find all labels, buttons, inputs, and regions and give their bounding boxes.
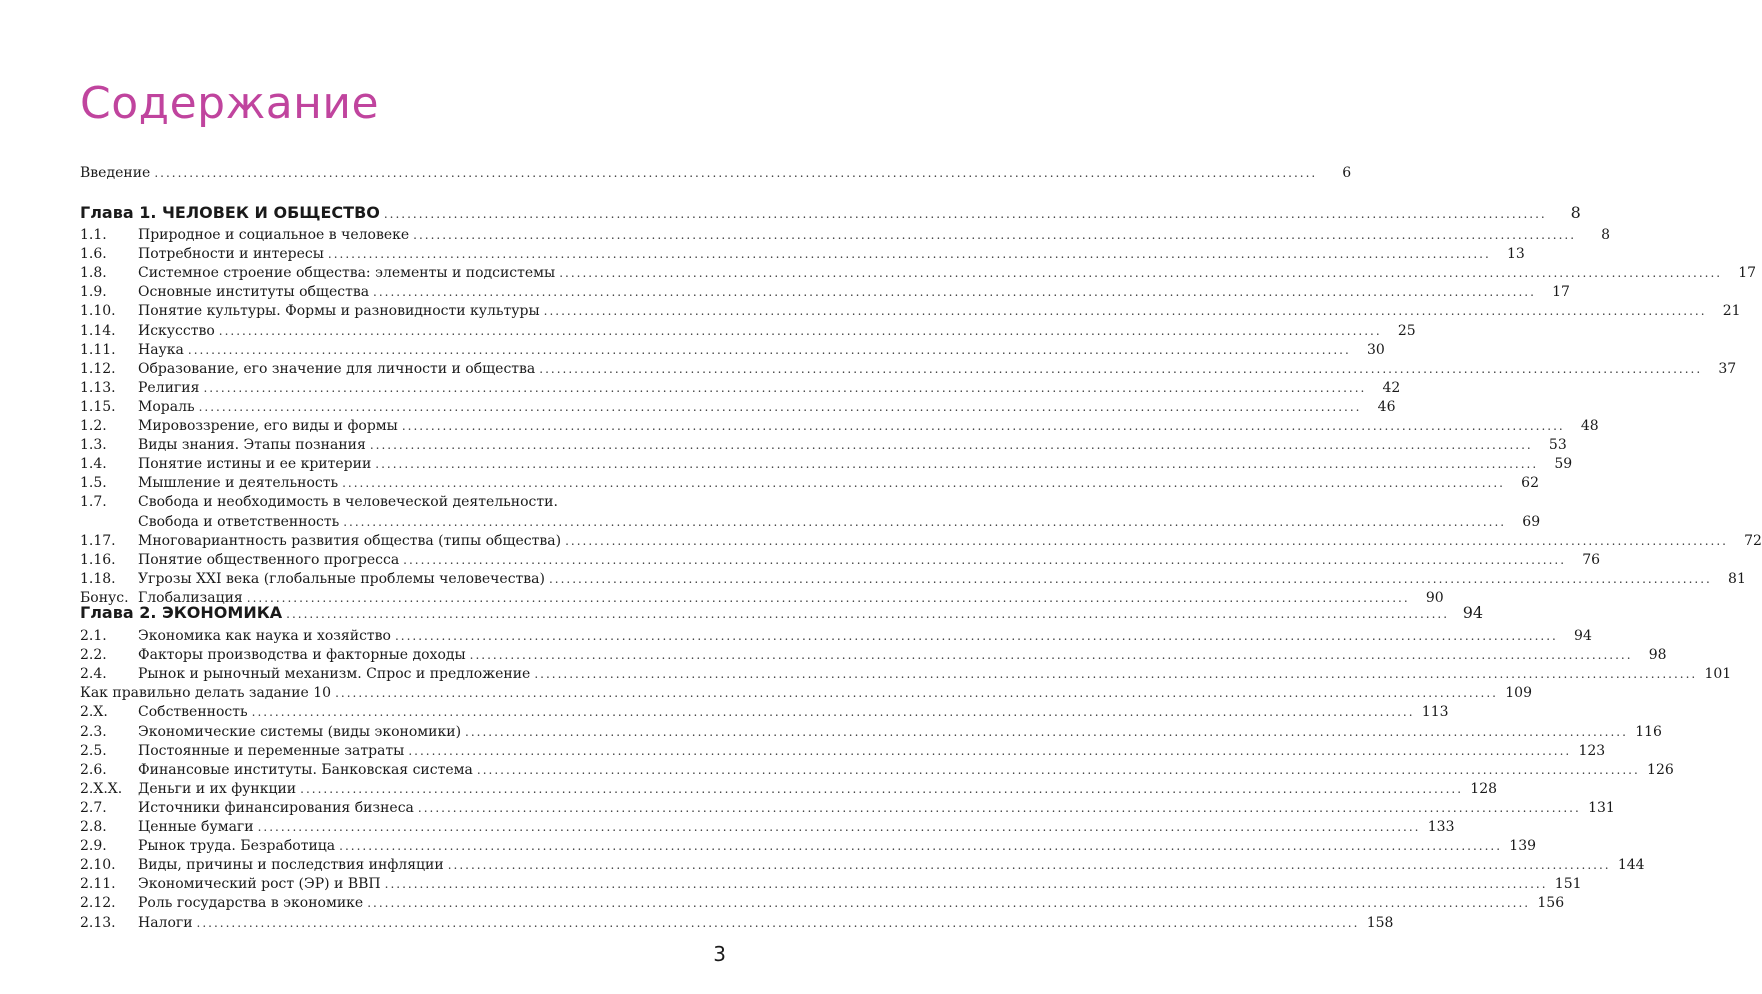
toc-page-number: 126 xyxy=(1647,761,1674,778)
dot-leader: ........................................................................................................................................................................................................ xyxy=(198,399,1362,414)
toc-entry[interactable] xyxy=(80,570,1746,589)
dot-leader: ........................................................................................................................................................................................................ xyxy=(417,800,1581,815)
toc-page-number: 133 xyxy=(1427,819,1455,835)
toc-entry-number: 1.3. xyxy=(80,437,107,454)
toc-entry[interactable] xyxy=(80,780,1498,799)
dot-leader: ........................................................................................................................................................................................................ xyxy=(300,781,1464,796)
toc-entry-number: 2.X.X. xyxy=(80,780,123,797)
dot-leader: ........................................................................................................................................................................................................ xyxy=(251,705,1415,720)
toc-entry[interactable] xyxy=(80,379,1401,398)
dot-leader: ........................................................................................................................................................................................................ xyxy=(327,247,1491,262)
dot-leader: ........................................................................................................................................................................................................ xyxy=(476,762,1640,777)
toc-entry-number: Бонус. xyxy=(80,589,129,606)
toc-entry-title: Понятие истины и ее критерии xyxy=(138,456,372,473)
dot-leader: ........................................................................................................................................................................................................ xyxy=(375,457,1539,472)
toc-entry-title: Введение xyxy=(80,165,151,181)
toc-entry-number: 1.17. xyxy=(80,532,116,549)
toc-entry[interactable] xyxy=(80,799,1615,818)
toc-entry-number: 2.7. xyxy=(80,799,107,816)
dot-leader: ........................................................................................................................................................................................................ xyxy=(565,533,1728,548)
toc-entry-title: Природное и социальное в человеке xyxy=(138,227,410,243)
toc-entry-title: Мораль xyxy=(138,398,195,415)
toc-entry-number: 1.7. xyxy=(80,494,107,511)
toc-page-number: 151 xyxy=(1554,876,1582,893)
toc-page-number: 81 xyxy=(1728,570,1746,587)
toc-entry[interactable] xyxy=(80,164,1352,183)
toc-entry-number: 2.12. xyxy=(80,895,116,912)
toc-entry[interactable] xyxy=(80,894,1565,913)
toc-chapter-heading[interactable] xyxy=(80,603,1484,622)
toc-entry[interactable] xyxy=(80,264,1757,283)
toc-page-number: 72 xyxy=(1744,532,1762,549)
toc-entry-number: 1.1. xyxy=(80,227,107,243)
toc-entry-number: 1.10. xyxy=(80,303,116,320)
toc-entry-title: Собственность xyxy=(138,704,248,721)
dot-leader: ........................................................................................................................................................................................................ xyxy=(286,607,1450,621)
toc-entry-title: Многовариантность развития общества (типы общества) xyxy=(138,532,562,549)
toc-page-number: 59 xyxy=(1554,456,1573,473)
toc-entry-title: Экономика как наука и хозяйство xyxy=(138,628,391,644)
toc-entry-number: 2.1. xyxy=(80,628,107,644)
toc-page-number: 13 xyxy=(1506,246,1525,263)
toc-entry-title: Источники финансирования бизнеса xyxy=(138,799,414,816)
dot-leader: ........................................................................................................................................................................................................ xyxy=(384,877,1548,892)
toc-entry[interactable] xyxy=(80,455,1573,474)
toc-page-number: 48 xyxy=(1580,418,1599,434)
toc-entry-title: Роль государства в экономике xyxy=(138,895,364,912)
toc-entry-number: 1.9. xyxy=(80,284,107,301)
toc-entry-title: Глобализация xyxy=(138,589,243,606)
toc-page-number: 17 xyxy=(1552,284,1570,301)
dot-leader: ........................................................................................................................................................................................................ xyxy=(534,667,1698,682)
toc-entry-title: Потребности и интересы xyxy=(138,246,324,263)
toc-page-number: 101 xyxy=(1704,666,1732,683)
dot-leader: ........................................................................................................................................................................................................ xyxy=(246,590,1410,605)
toc-entry-title: Финансовые институты. Банковская система xyxy=(138,761,473,778)
toc-page-number: 76 xyxy=(1582,551,1601,568)
toc-entry[interactable] xyxy=(80,665,1732,684)
toc-entry-number: 1.16. xyxy=(80,551,116,568)
toc-entry[interactable] xyxy=(80,875,1582,894)
dot-leader: ........................................................................................................................................................................................................ xyxy=(413,228,1577,242)
toc-entry[interactable] xyxy=(80,684,1532,703)
toc-entry-number: 2.9. xyxy=(80,838,107,855)
toc-entry-number: 2.5. xyxy=(80,742,107,759)
toc-entry-title: Угрозы XXI века (глобальные проблемы человечества) xyxy=(138,570,545,587)
toc-chapter-heading[interactable] xyxy=(80,203,1581,222)
toc-entry-number: 1.18. xyxy=(80,570,116,587)
toc-page-number: 158 xyxy=(1366,914,1394,931)
toc-entry-number: 1.13. xyxy=(80,379,116,396)
toc-entry-number: 1.2. xyxy=(80,418,107,434)
toc-entry-title: Свобода и ответственность xyxy=(138,513,340,530)
toc-entry-title: Мышление и деятельность xyxy=(138,475,339,492)
dot-leader: ........................................................................................................................................................................................................ xyxy=(335,686,1498,701)
dot-leader: ........................................................................................................................................................................................................ xyxy=(394,629,1558,643)
dot-leader: ........................................................................................................................................................................................................ xyxy=(401,419,1565,433)
toc-entry-number: 1.14. xyxy=(80,322,116,339)
dot-leader: ........................................................................................................................................................................................................ xyxy=(218,323,1382,338)
toc-page-number: 98 xyxy=(1648,647,1667,664)
toc-page-number: 17 xyxy=(1738,265,1757,282)
toc-entry[interactable] xyxy=(80,417,1599,436)
toc-entry[interactable] xyxy=(80,723,1662,742)
toc-entry[interactable] xyxy=(80,474,1539,493)
toc-entry-title: Виды знания. Этапы познания xyxy=(138,437,366,454)
toc-page-number: 94 xyxy=(1462,603,1484,622)
toc-entry[interactable] xyxy=(80,914,1394,933)
toc-entry[interactable] xyxy=(80,302,1741,321)
dot-leader: ........................................................................................................................................................................................................ xyxy=(559,266,1723,281)
toc-page-number: 69 xyxy=(1522,513,1541,530)
toc-entry-title: Свобода и необходимость в человеческой деятельности. xyxy=(138,494,558,511)
toc-entry[interactable] xyxy=(80,818,1455,837)
toc-page-number: 116 xyxy=(1635,723,1662,740)
toc-page-number: 109 xyxy=(1505,685,1532,702)
toc-page-number: 156 xyxy=(1537,895,1565,912)
toc-entry-title: Налоги xyxy=(138,914,193,931)
toc-entry-title: Образование, его значение для личности и общества xyxy=(138,360,536,377)
toc-page-number: 62 xyxy=(1521,475,1539,492)
toc-entry[interactable] xyxy=(80,513,1541,532)
toc-entry[interactable] xyxy=(80,283,1570,302)
toc-entry-title: Постоянные и переменные затраты xyxy=(138,742,405,759)
page-number: 3 xyxy=(713,942,726,966)
toc-entry[interactable] xyxy=(80,360,1737,379)
dot-leader: ........................................................................................................................................................................................................ xyxy=(469,648,1633,663)
toc-entry-number: 2.10. xyxy=(80,857,116,874)
toc-entry-title: Экономические системы (виды экономики) xyxy=(138,723,462,740)
toc-entry-title: Системное строение общества: элементы и подсистемы xyxy=(138,265,556,282)
toc-entry-number: 2.11. xyxy=(80,876,116,893)
dot-leader: ........................................................................................................................................................................................................ xyxy=(447,858,1611,873)
toc-page-number: 113 xyxy=(1421,704,1449,721)
dot-leader: ........................................................................................................................................................................................................ xyxy=(408,743,1572,758)
dot-leader: ........................................................................................................................................................................................................ xyxy=(154,166,1318,180)
dot-leader: ........................................................................................................................................................................................................ xyxy=(367,896,1531,911)
dot-leader: ........................................................................................................................................................................................................ xyxy=(543,304,1707,319)
toc-page-number: 8 xyxy=(1570,203,1581,222)
toc-page-number: 6 xyxy=(1342,165,1352,181)
toc-entry-title: Искусство xyxy=(138,322,215,339)
toc-entry[interactable] xyxy=(80,245,1525,264)
toc-entry-title: Основные институты общества xyxy=(138,284,370,301)
toc-entry-number: 1.4. xyxy=(80,456,107,473)
toc-page-number: 42 xyxy=(1382,379,1401,396)
toc-entry-title: Факторы производства и факторные доходы xyxy=(138,647,466,664)
dot-leader: ........................................................................................................................................................................................................ xyxy=(369,438,1533,453)
toc-page-number: 30 xyxy=(1366,341,1385,358)
toc-entry[interactable] xyxy=(80,341,1385,360)
toc-entry[interactable] xyxy=(80,837,1537,856)
toc-entry-number: 1.5. xyxy=(80,475,107,492)
toc-page-number: 53 xyxy=(1548,437,1567,454)
dot-leader: ........................................................................................................................................................................................................ xyxy=(203,380,1367,395)
toc-page-number: 25 xyxy=(1397,322,1416,339)
toc-entry[interactable] xyxy=(80,646,1667,665)
toc-entry[interactable] xyxy=(80,322,1416,341)
toc-entry-number: 1.11. xyxy=(80,341,116,358)
toc-entry-title: Рынок труда. Безработица xyxy=(138,838,336,855)
toc-page-number: 139 xyxy=(1509,838,1537,855)
toc-page-number: 46 xyxy=(1377,398,1396,415)
toc-page-number: 90 xyxy=(1425,589,1444,606)
toc-entry[interactable] xyxy=(80,398,1396,417)
page-title: Содержание xyxy=(80,78,380,129)
dot-leader: ........................................................................................................................................................................................................ xyxy=(465,724,1628,739)
toc-entry-title: Как правильно делать задание 10 xyxy=(80,685,332,702)
dot-leader: ........................................................................................................................................................................................................ xyxy=(339,839,1503,854)
toc-entry-number: 2.8. xyxy=(80,819,107,835)
toc-entry-title: Мировоззрение, его виды и формы xyxy=(138,418,398,434)
toc-page-number: 94 xyxy=(1574,628,1592,644)
toc-page-number: 123 xyxy=(1578,742,1606,759)
dot-leader: ........................................................................................................................................................................................................ xyxy=(343,514,1507,529)
toc-entry-number: 2.6. xyxy=(80,761,107,778)
toc-entry-title: Экономический рост (ЭР) и ВВП xyxy=(138,876,381,893)
toc-entry-title: Деньги и их функции xyxy=(138,780,297,797)
toc-entry[interactable] xyxy=(80,532,1762,551)
toc-entry-number: 1.12. xyxy=(80,360,116,377)
toc-entry[interactable] xyxy=(80,493,688,512)
dot-leader: ........................................................................................................................................................................................................ xyxy=(187,342,1351,357)
toc-entry[interactable] xyxy=(80,742,1606,761)
toc-entry-number: 1.15. xyxy=(80,398,116,415)
toc-page-number: 131 xyxy=(1588,799,1615,816)
toc-page-number: 128 xyxy=(1470,780,1498,797)
toc-page-number: 21 xyxy=(1722,303,1741,320)
toc-entry[interactable] xyxy=(80,551,1601,570)
toc-entry-number: 2.2. xyxy=(80,647,107,664)
toc-entry-number: 2.13. xyxy=(80,914,116,931)
dot-leader: ........................................................................................................................................................................................................ xyxy=(539,361,1703,376)
toc-entry[interactable] xyxy=(80,436,1567,455)
dot-leader: ........................................................................................................................................................................................................ xyxy=(403,552,1567,567)
toc-page-number: 37 xyxy=(1718,360,1737,377)
toc-page-number: 144 xyxy=(1617,857,1645,874)
dot-leader: ........................................................................................................................................................................................................ xyxy=(383,207,1547,221)
toc-entry-number: 2.3. xyxy=(80,723,107,740)
toc-entry-number: 1.8. xyxy=(80,265,107,282)
toc-entry-title: Понятие общественного прогресса xyxy=(138,551,400,568)
toc-entry[interactable] xyxy=(80,226,1611,245)
toc-entry[interactable] xyxy=(80,856,1645,875)
dot-leader: ........................................................................................................................................................................................................ xyxy=(373,285,1536,300)
toc-entry[interactable] xyxy=(80,703,1449,722)
toc-entry-title: Ценные бумаги xyxy=(138,819,254,835)
chapter-title: Глава 2. ЭКОНОМИКА xyxy=(80,603,283,622)
toc-entry-title: Наука xyxy=(138,341,184,358)
toc-page-number: 8 xyxy=(1601,227,1611,243)
toc-entry-title: Виды, причины и последствия инфляции xyxy=(138,857,444,874)
toc-entry-number: 2.X. xyxy=(80,704,108,721)
toc-entry[interactable] xyxy=(80,761,1674,780)
toc-entry[interactable] xyxy=(80,627,1592,646)
chapter-title: Глава 1. ЧЕЛОВЕК И ОБЩЕСТВО xyxy=(80,203,380,222)
toc-entry-title: Рынок и рыночный механизм. Спрос и предложение xyxy=(138,666,531,683)
toc-entry-number: 2.4. xyxy=(80,666,107,683)
toc-entry-title: Религия xyxy=(138,379,200,396)
dot-leader: ........................................................................................................................................................................................................ xyxy=(548,571,1712,586)
toc-entry-number: 1.6. xyxy=(80,246,107,263)
dot-leader: ........................................................................................................................................................................................................ xyxy=(196,915,1360,930)
dot-leader: ........................................................................................................................................................................................................ xyxy=(342,476,1505,491)
dot-leader: ........................................................................................................................................................................................................ xyxy=(257,820,1421,834)
toc-entry-title: Понятие культуры. Формы и разновидности культуры xyxy=(138,303,540,320)
